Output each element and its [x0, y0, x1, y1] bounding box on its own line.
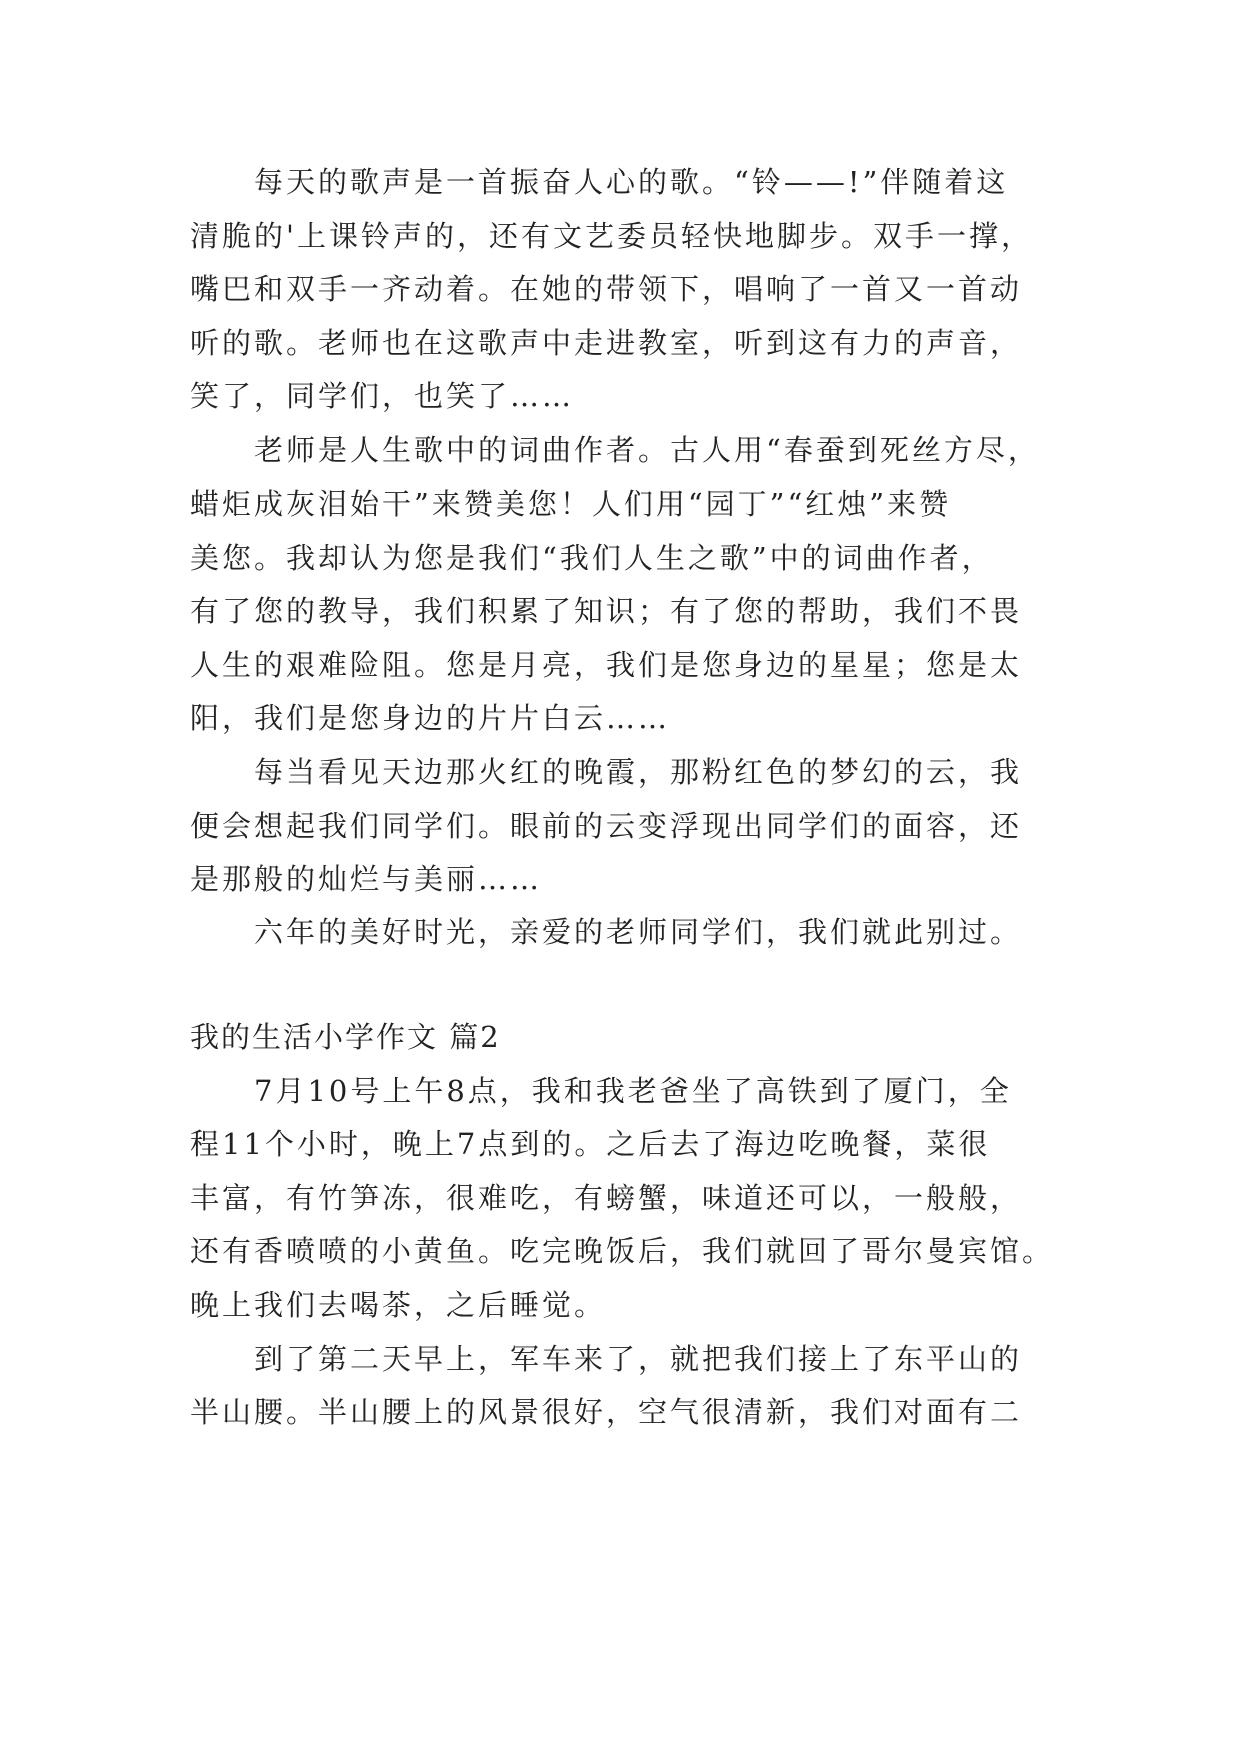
- text-line: 丰富，有竹笋冻，很难吃，有螃蟹，味道还可以，一般般，: [190, 1181, 1023, 1215]
- text-line: 到了第二天早上，军车来了，就把我们接上了东平山的: [254, 1342, 1023, 1376]
- text-line: 7月10号上午8点，我和我老爸坐了高铁到了厦门，全: [254, 1074, 1012, 1108]
- text-line: 半山腰。半山腰上的风景很好，空气很清新，我们对面有二: [190, 1395, 1023, 1429]
- text-line: 还有香喷喷的小黄鱼。吃完晚饭后，我们就回了哥尔曼宾馆。: [190, 1234, 1055, 1268]
- text-line: 程11个小时，晚上7点到的。之后去了海边吃晚餐，菜很: [190, 1127, 991, 1161]
- text-line: 笑了，同学们，也笑了……: [190, 379, 575, 413]
- text-line: 蜡炬成灰泪始干”来赞美您！人们用“园丁”“红烛”来赞: [190, 487, 952, 521]
- text-line: 老师是人生歌中的词曲作者。古人用“春蚕到死丝方尽，: [254, 433, 1040, 467]
- section-heading: 我的生活小学作文 篇2: [190, 1020, 501, 1054]
- text-line: 听的歌。老师也在这歌声中走进教室，听到这有力的声音，: [190, 326, 1023, 360]
- text-line: 美您。我却认为您是我们“我们人生之歌”中的词曲作者，: [190, 541, 994, 575]
- text-line: 每天的歌声是一首振奋人心的歌。“铃——!”伴随着这: [254, 165, 1009, 199]
- text-line: 便会想起我们同学们。眼前的云变浮现出同学们的面容，还: [190, 809, 1023, 843]
- text-line: 清脆的'上课铃声的，还有文艺委员轻快地脚步。双手一撑，: [190, 219, 1033, 253]
- text-line: 晚上我们去喝茶，之后睡觉。: [190, 1288, 607, 1322]
- text-line: 六年的美好时光，亲爱的老师同学们，我们就此别过。: [254, 915, 1023, 949]
- text-line: 有了您的教导，我们积累了知识；有了您的帮助，我们不畏: [190, 594, 1023, 628]
- text-line: 嘴巴和双手一齐动着。在她的带领下，唱响了一首又一首动: [190, 272, 1023, 306]
- text-line: 人生的艰难险阻。您是月亮，我们是您身边的星星；您是太: [190, 648, 1023, 682]
- text-line: 是那般的灿烂与美丽……: [190, 862, 543, 896]
- text-line: 每当看见天边那火红的晚霞，那粉红色的梦幻的云，我: [254, 755, 1023, 789]
- text-line: 阳，我们是您身边的片片白云……: [190, 701, 671, 735]
